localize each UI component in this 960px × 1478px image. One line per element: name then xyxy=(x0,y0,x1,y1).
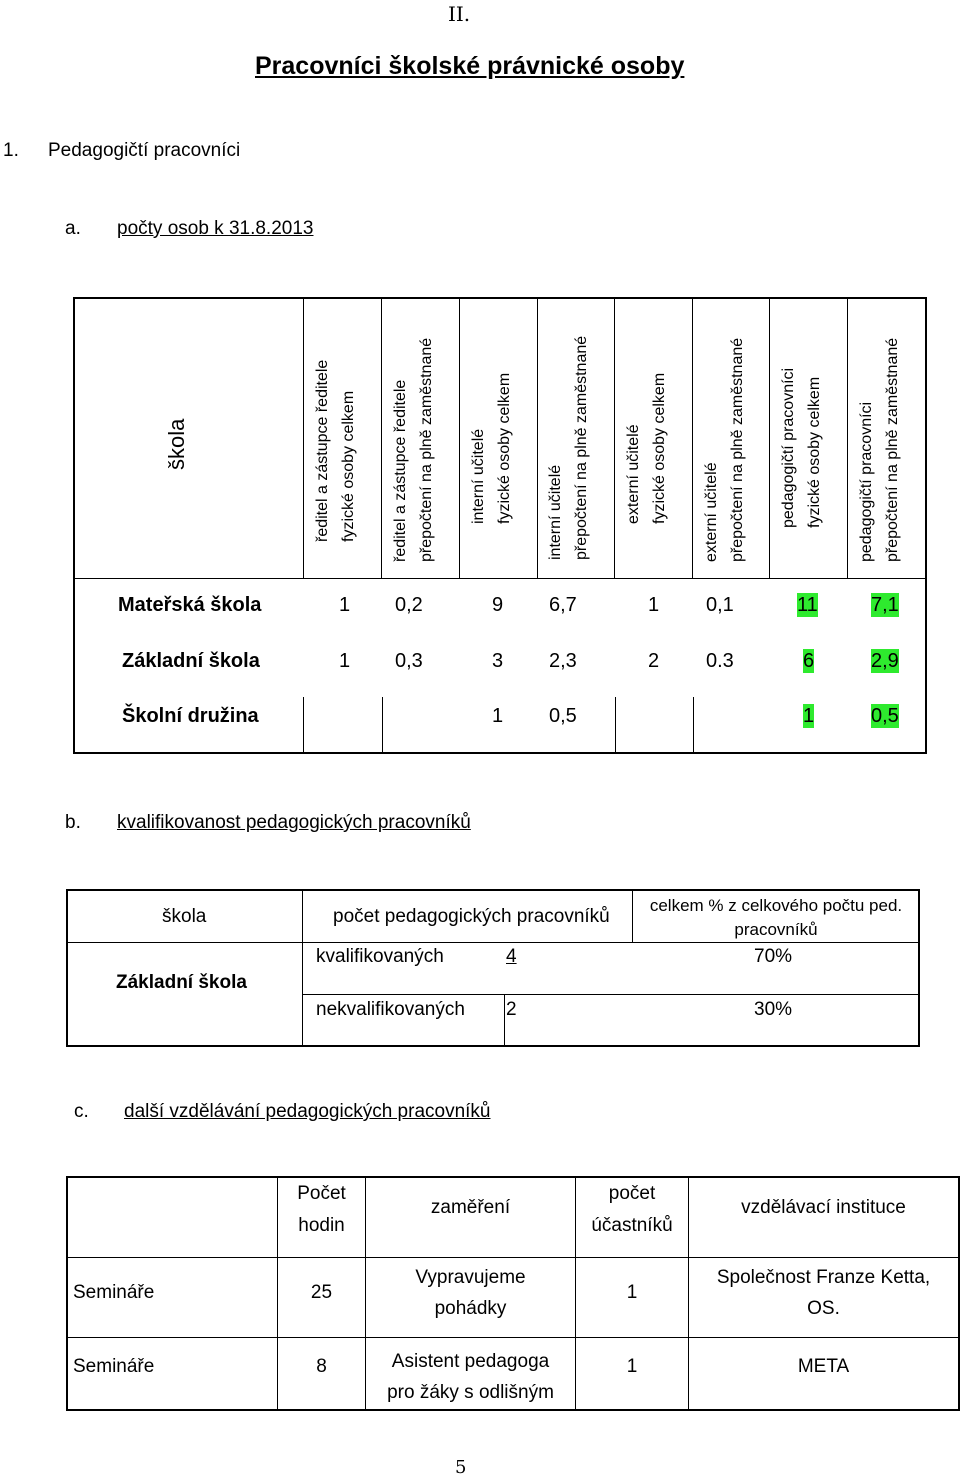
row-count-qualified: 4 xyxy=(506,946,517,967)
row-label-unqualified: nekvalifikovaných xyxy=(316,999,465,1020)
value-cell: 0.3 xyxy=(706,650,734,672)
col-header-skola: škola xyxy=(164,418,189,470)
row-type: Semináře xyxy=(73,1356,155,1377)
header-institution: vzdělávací instituce xyxy=(741,1197,906,1218)
header-celkem: celkem % z celkového počtu ped. pracovníků xyxy=(649,896,903,939)
col-header-director-fte: ředitel a zástupce ředitele přepočtení na plně zaměstnané xyxy=(392,337,435,562)
row-focus: Asistent pedagoga pro žáky s odlišným xyxy=(387,1351,554,1403)
header-skola: škola xyxy=(162,906,207,927)
value-cell: 2 xyxy=(648,650,660,672)
value-cell-highlight: 11 xyxy=(797,594,818,616)
header-hours: Počet hodin xyxy=(297,1183,346,1236)
value-cell: 2,3 xyxy=(549,650,577,672)
school-name: Základní škola xyxy=(116,972,247,993)
sub-a-letter: a. xyxy=(65,218,81,239)
col-header-director-persons: ředitel a zástupce ředitele fyzické osoby celkem xyxy=(314,359,357,542)
value-cell-highlight: 6 xyxy=(803,650,815,672)
sub-c-letter: c. xyxy=(74,1101,89,1122)
row-name: Mateřská škola xyxy=(118,594,262,616)
row-pct-qualified: 70% xyxy=(754,946,793,967)
header-participants: počet účastníků xyxy=(591,1183,673,1236)
row-institution: Společnost Franze Ketta, OS. xyxy=(716,1267,931,1319)
section-1-number: 1. xyxy=(3,140,19,161)
row-participants: 1 xyxy=(626,1282,638,1303)
value-cell: 9 xyxy=(492,594,504,616)
value-cell: 0,3 xyxy=(395,650,423,672)
section-1-label: Pedagogičtí pracovníci xyxy=(48,140,241,161)
row-participants: 1 xyxy=(626,1356,638,1377)
row-name: Školní družina xyxy=(122,705,259,727)
value-cell-highlight: 0,5 xyxy=(871,705,899,727)
row-institution: META xyxy=(797,1356,850,1377)
col-header-teaching-fte: pedagogičtí pracovníci přepočtení na plně zaměstnané xyxy=(858,337,901,562)
page-title: Pracovníci školské právnické osoby xyxy=(255,52,685,80)
row-hours: 25 xyxy=(310,1282,333,1303)
header-pocet: počet pedagogických pracovníků xyxy=(333,906,610,927)
page-number: 5 xyxy=(455,1457,467,1478)
col-header-internal-persons: interní učitelé fyzické osoby celkem xyxy=(470,372,513,524)
row-count-unqualified: 2 xyxy=(506,999,517,1020)
sub-a-label: počty osob k 31.8.2013 xyxy=(117,218,314,239)
col-header-teaching-persons: pedagogičtí pracovníci fyzické osoby celkem xyxy=(780,367,823,528)
value-cell: 6,7 xyxy=(549,594,577,616)
value-cell-highlight: 1 xyxy=(803,705,815,727)
col-header-internal-fte: interní učitelé přepočtení na plně zaměstnané xyxy=(547,335,590,560)
value-cell: 0,5 xyxy=(549,705,577,727)
row-pct-unqualified: 30% xyxy=(754,999,793,1020)
value-cell: 1 xyxy=(339,594,351,616)
sub-b-label: kvalifikovanost pedagogických pracovníků xyxy=(117,812,471,833)
value-cell: 1 xyxy=(492,705,504,727)
col-header-external-persons: externí učitelé fyzické osoby celkem xyxy=(625,372,668,524)
col-header-external-fte: externí učitelé přepočtení na plně zaměstnané xyxy=(703,337,746,562)
chapter-number: II. xyxy=(448,2,471,26)
header-focus: zaměření xyxy=(430,1197,511,1218)
sub-b-letter: b. xyxy=(65,812,81,833)
value-cell: 0,2 xyxy=(395,594,423,616)
value-cell-highlight: 7,1 xyxy=(871,594,899,616)
row-type: Semináře xyxy=(73,1282,155,1303)
row-hours: 8 xyxy=(316,1356,327,1377)
value-cell-highlight: 2,9 xyxy=(871,650,899,672)
value-cell: 3 xyxy=(492,650,504,672)
sub-c-label: další vzdělávání pedagogických pracovníků xyxy=(124,1101,491,1122)
value-cell: 1 xyxy=(648,594,660,616)
row-focus: Vypravujeme pohádky xyxy=(415,1267,526,1319)
row-name: Základní škola xyxy=(122,650,260,672)
value-cell: 0,1 xyxy=(706,594,734,616)
value-cell: 1 xyxy=(339,650,351,672)
row-label-qualified: kvalifikovaných xyxy=(316,946,444,967)
